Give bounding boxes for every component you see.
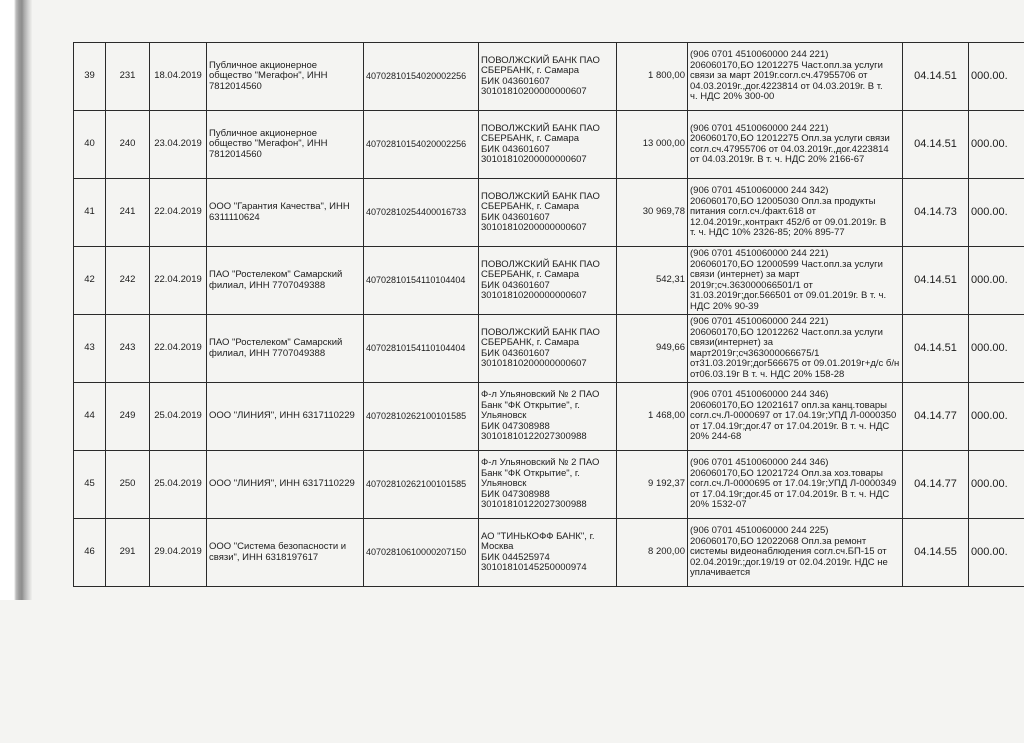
payee-name: ООО "Гарантия Качества", ИНН 6311110624 [207,179,364,247]
payee-account: 40702810154110104404 [364,315,479,383]
payee-bank [479,315,617,383]
document-number: 241 [106,179,150,247]
kosgu-code: 04.14.73 [903,179,969,247]
payment-purpose-line: согл.сч.Л-0000697 от 17.04.19г;УПД Л-0000350 [690,410,897,422]
payee-bank-line: 30101810200000000607 [481,86,587,97]
payee-bank-line: 30101810200000000607 [481,290,587,301]
payment-purpose-line: 206060170,БО 12021724 Опл.за хоз.товары [690,467,883,479]
payment-purpose-line: от 17.04.19г;дог.45 от 17.04.2019г. В т. ч. НДС [690,488,890,500]
document-number: 240 [106,111,150,179]
payment-purpose-line: (906 0701 4510060000 244 346) [690,389,829,401]
payee-bank-line: БИК 043601607 [481,143,550,155]
kosgu-code: 04.14.51 [903,43,969,111]
row-number: 39 [74,43,106,111]
payee-account: 40702810154020002256 [364,111,479,179]
analytic-code: 000.00. [969,247,1024,315]
payee-bank-line: БИК 043601607 [481,75,550,87]
payment-purpose-line: т. ч. НДС 10% 2326-85; 20% 895-77 [690,227,845,239]
table-row [74,179,1024,247]
payment-purpose-line: от 17.04.19г;дог.47 от 17.04.2019г. В т. ч. НДС [690,420,890,432]
payment-purpose-line: от31.03.2019г;дог566675 от 09.01.2019г+д/с б/н [690,358,900,369]
payment-amount: 8 200,00 [617,519,688,587]
payment-purpose-line: 12.04.2019г.,контракт 452/б от 09.01.2019г. В [690,216,887,228]
payee-bank-line: ПОВОЛЖСКИЙ БАНК ПАО [481,122,600,134]
payee-bank-line: Ульяновск [481,478,527,490]
payee-account: 40702810262100101585 [364,383,479,451]
payee-bank-line: СБЕРБАНК, г. Самара [481,133,580,144]
payment-purpose-line: ч. НДС 20% 300-00 [690,91,775,103]
payee-account: 40702810154110104404 [364,247,479,315]
analytic-code: 000.00. [969,451,1024,519]
payee-bank [479,383,617,451]
analytic-code: 000.00. [969,43,1024,111]
payee-bank-line: ПОВОЛЖСКИЙ БАНК ПАО [481,54,600,66]
document-number: 250 [106,451,150,519]
row-number: 40 [74,111,106,179]
table-row [74,519,1024,587]
payee-bank-line: Ф-л Ульяновский № 2 ПАО [481,457,600,469]
payment-date: 25.04.2019 [150,383,207,451]
payment-purpose-line: 04.03.2019г.,дог.4223814 от 04.03.2019г. В т. [690,80,883,92]
payment-purpose-line: март2019г;сч363000066675/1 [690,347,820,359]
table-row [74,111,1024,179]
payee-name: ООО "ЛИНИЯ", ИНН 6317110229 [207,451,364,519]
payment-amount: 13 000,00 [617,111,688,179]
payee-bank-line: СБЕРБАНК, г. Самара [481,269,580,280]
payment-purpose [688,451,903,519]
row-number: 45 [74,451,106,519]
payment-purpose-line: (906 0701 4510060000 244 346) [690,457,829,469]
payment-purpose-line: согл.сч.Л-0000695 от 17.04.19г;УПД Л-0000349 [690,478,897,490]
payee-bank-line: Москва [481,541,514,552]
analytic-code: 000.00. [969,519,1024,587]
payee-bank-line: Ульяновск [481,410,527,422]
payment-purpose [688,315,903,383]
payment-date: 29.04.2019 [150,519,207,587]
kosgu-code: 04.14.77 [903,383,969,451]
payee-name: ООО "Система безопасности и связи", ИНН 6318197617 [207,519,364,587]
analytic-code: 000.00. [969,179,1024,247]
row-number: 42 [74,247,106,315]
payee-bank [479,247,617,315]
analytic-code: 000.00. [969,315,1024,383]
payee-account: 40702810154020002256 [364,43,479,111]
payee-name: Публичное акционерное общество "Мегафон", ИНН 7812014560 [207,111,364,179]
payment-purpose-line: 20% 1532-07 [690,499,747,511]
analytic-code: 000.00. [969,383,1024,451]
payment-purpose-line: системы видеонаблюдения согл.сч.БП-15 от [690,546,887,558]
payment-purpose [688,111,903,179]
payee-bank-line: Ф-л Ульяновский № 2 ПАО [481,389,600,401]
payment-purpose-line: согл.сч.47955706 от 04.03.2019г.,дог.4223814 [690,143,889,155]
payment-date: 22.04.2019 [150,247,207,315]
payee-bank-line: БИК 047308988 [481,488,550,500]
payment-purpose-line: 206060170,БО 12005030 Опл.за продукты [690,195,876,207]
payee-bank-line: 30101810200000000607 [481,154,587,165]
payment-amount: 1 468,00 [617,383,688,451]
payments-table [73,42,1024,587]
payee-name: ПАО "Ростелеком" Самарский филиал, ИНН 7707049388 [207,247,364,315]
payments-table-container [73,42,1024,599]
payment-purpose-line: уплачивается [690,567,751,579]
payment-purpose [688,247,903,315]
kosgu-code: 04.14.77 [903,451,969,519]
payment-purpose-line: 206060170,БО 12012262 Част.опл.за услуги [690,326,883,338]
kosgu-code: 04.14.51 [903,315,969,383]
payee-bank [479,179,617,247]
payment-amount: 30 969,78 [617,179,688,247]
payment-purpose [688,383,903,451]
payee-bank-line: СБЕРБАНК, г. Самара [481,201,580,212]
table-row [74,451,1024,519]
payee-bank-line: БИК 047308988 [481,420,550,432]
payment-date: 23.04.2019 [150,111,207,179]
payee-bank-line: Банк "ФК Открытие", г. [481,399,580,411]
payment-purpose-line: от06.03.19г В т. ч. НДС 20% 158-28 [690,368,845,380]
payment-amount: 949,66 [617,315,688,383]
row-number: 41 [74,179,106,247]
payment-purpose-line: связи(интернет) за [690,337,774,348]
payment-purpose-line: связи за март 2019г.согл.сч.47955706 от [690,70,868,82]
payee-bank-line: 30101810122027300988 [481,431,587,443]
payment-purpose-line: от 04.03.2019г. В т. ч. НДС 20% 2166-67 [690,154,865,165]
table-row [74,315,1024,383]
payment-purpose-line: (906 0701 4510060000 244 221) [690,316,829,327]
payment-purpose-line: (906 0701 4510060000 244 225) [690,525,829,537]
document-number: 291 [106,519,150,587]
table-row [74,383,1024,451]
payment-amount: 1 800,00 [617,43,688,111]
payment-date: 18.04.2019 [150,43,207,111]
payment-purpose-line: 206060170,БО 12022068 Опл.за ремонт [690,535,867,547]
row-number: 44 [74,383,106,451]
document-number: 231 [106,43,150,111]
payee-account: 40702810262100101585 [364,451,479,519]
payment-purpose-line: связи (интернет) за март [690,269,800,280]
document-number: 249 [106,383,150,451]
payee-bank [479,43,617,111]
analytic-code: 000.00. [969,111,1024,179]
payment-purpose-line: (906 0701 4510060000 244 221) [690,49,829,61]
payee-name: ООО "ЛИНИЯ", ИНН 6317110229 [207,383,364,451]
document-number: 243 [106,315,150,383]
payee-bank-line: 30101810145250000974 [481,562,587,573]
payee-account: 40702810254400016733 [364,179,479,247]
payee-bank-line: Банк "ФК Открытие", г. [481,467,580,479]
payee-bank-line: БИК 043601607 [481,211,550,223]
payee-bank-line: ПОВОЛЖСКИЙ БАНК ПАО [481,190,600,202]
payment-purpose [688,519,903,587]
kosgu-code: 04.14.51 [903,247,969,315]
payee-bank-line: ПОВОЛЖСКИЙ БАНК ПАО [481,326,600,338]
table-row [74,247,1024,315]
payment-purpose-line: 31.03.2019г;дог.566501 от 09.01.2019г. В т. ч. [690,290,887,301]
payment-purpose [688,43,903,111]
payment-date: 22.04.2019 [150,315,207,383]
payment-purpose-line: 2019г;сч.363000066501/1 от [690,279,813,291]
kosgu-code: 04.14.51 [903,111,969,179]
payee-bank [479,111,617,179]
payee-bank-line: БИК 043601607 [481,347,550,359]
payee-bank [479,519,617,587]
payee-bank-line: 30101810200000000607 [481,222,587,233]
payment-purpose-line: 20% 244-68 [690,431,742,443]
payment-purpose-line: 02.04.2019г.;дог.19/19 от 02.04.2019г. НДС не [690,556,888,568]
payment-purpose-line: питания согл.сч./факт.618 от [690,206,816,218]
payment-purpose-line: (906 0701 4510060000 244 221) [690,122,829,134]
payee-bank-line: 30101810122027300988 [481,499,587,511]
payee-bank-line: БИК 043601607 [481,279,550,291]
payee-bank-line: СБЕРБАНК, г. Самара [481,337,580,348]
payee-bank-line: АО "ТИНЬКОФФ БАНК", г. [481,530,595,542]
document-number: 242 [106,247,150,315]
payee-name: ПАО "Ростелеком" Самарский филиал, ИНН 7707049388 [207,315,364,383]
payment-purpose-line: 206060170,БО 12012275 Част.опл.за услуги [690,59,883,71]
payment-purpose-line: (906 0701 4510060000 244 342) [690,185,829,197]
payment-purpose-line: 206060170,БО 12012275 Опл.за услуги связи [690,133,890,144]
payment-purpose-line: (906 0701 4510060000 244 221) [690,248,829,259]
payee-name: Публичное акционерное общество "Мегафон", ИНН 7812014560 [207,43,364,111]
blank-page-area [0,600,1024,743]
payee-bank-line: БИК 044525974 [481,551,550,563]
payment-amount: 9 192,37 [617,451,688,519]
row-number: 46 [74,519,106,587]
payment-purpose-line: 206060170,БО 12021617 опл.за канц.товары [690,399,887,411]
table-row [74,43,1024,111]
payment-purpose-line: 206060170,БО 12000599 Част.опл.за услуги [690,258,883,270]
payment-date: 22.04.2019 [150,179,207,247]
payee-bank-line: ПОВОЛЖСКИЙ БАНК ПАО [481,258,600,270]
row-number: 43 [74,315,106,383]
payee-bank-line: СБЕРБАНК, г. Самара [481,65,580,76]
table-body [74,43,1024,587]
payee-bank-line: 30101810200000000607 [481,358,587,369]
payee-account: 40702810610000207150 [364,519,479,587]
payment-amount: 542,31 [617,247,688,315]
kosgu-code: 04.14.55 [903,519,969,587]
payment-purpose-line: НДС 20% 90-39 [690,300,759,312]
payee-bank [479,451,617,519]
payment-date: 25.04.2019 [150,451,207,519]
payment-purpose [688,179,903,247]
